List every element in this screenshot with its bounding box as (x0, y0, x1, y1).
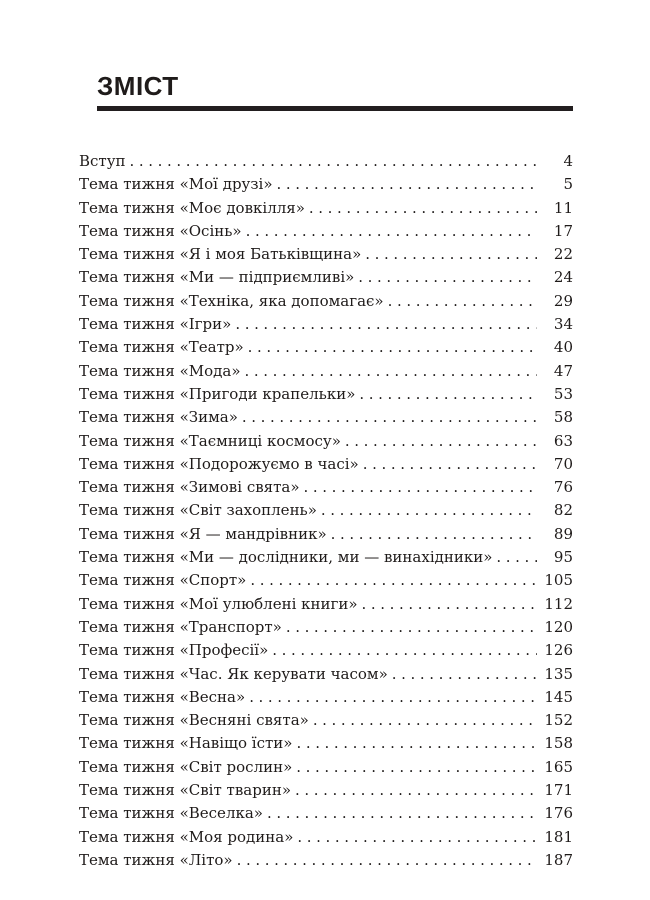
toc-entry-page-number: 171 (544, 781, 573, 800)
dot-leader (304, 476, 537, 499)
toc-entry (79, 686, 573, 709)
toc-entry-label: Тема тижня «Транспорт» (79, 617, 282, 636)
toc-entry-label: Тема тижня «Пригоди крапельки» (79, 384, 356, 403)
toc-entry-page-number: 135 (544, 664, 573, 683)
toc-entry (79, 616, 573, 639)
toc-entry-label: Тема тижня «Театр» (79, 338, 244, 357)
toc-entry-page-number: 187 (544, 850, 573, 869)
toc-entry-label: Тема тижня «Час. Як керувати часом» (79, 664, 388, 683)
toc-entry-page-number: 29 (553, 291, 573, 310)
toc-entry (79, 756, 573, 779)
toc-entry-page-number: 76 (553, 478, 573, 497)
toc-entry-label: Тема тижня «Мода» (79, 361, 241, 380)
toc-entry (79, 313, 573, 336)
toc-entry-label: Тема тижня «Зимові свята» (79, 478, 300, 497)
dot-leader (286, 616, 537, 639)
toc-entry (79, 197, 573, 220)
toc-entry (79, 476, 573, 499)
dot-leader (358, 266, 537, 289)
toc-entry-page-number: 70 (553, 454, 573, 473)
page-title: ЗМІСТ (97, 71, 179, 101)
toc-entry-label: Тема тижня «Весна» (79, 687, 246, 706)
toc-entry (79, 220, 573, 243)
toc-entry-label: Тема тижня «Світ тварин» (79, 781, 292, 800)
dot-leader (130, 150, 537, 173)
dot-leader (309, 197, 537, 220)
toc-entry-label: Тема тижня «Світ захоплень» (79, 501, 317, 520)
dot-leader (345, 430, 537, 453)
toc-entry (79, 826, 573, 849)
toc-entry-page-number: 152 (544, 711, 573, 730)
toc-entry (79, 336, 573, 359)
toc-entry-page-number: 4 (563, 152, 573, 170)
dot-leader (250, 569, 537, 592)
toc-entry (79, 290, 573, 313)
toc-entry-page-number: 112 (544, 594, 573, 613)
dot-leader (272, 639, 537, 662)
toc-entry-page-number: 40 (553, 338, 573, 357)
toc-entry (79, 663, 573, 686)
toc-entry (79, 639, 573, 662)
toc-entry (79, 453, 573, 476)
toc-entry-page-number: 181 (544, 827, 573, 846)
toc-entry-page-number: 89 (553, 524, 573, 543)
toc-entry (79, 523, 573, 546)
toc-entry-page-number: 145 (544, 687, 573, 706)
toc-entry-page-number: 95 (553, 548, 573, 567)
toc-entry-page-number: 165 (544, 757, 573, 776)
toc-entry (79, 569, 573, 592)
dot-leader (296, 732, 537, 755)
dot-leader (242, 406, 537, 429)
toc-entry-label: Вступ (79, 152, 126, 170)
dot-leader (297, 826, 537, 849)
toc-entry-label: Тема тижня «Я і моя Батьківщина» (79, 245, 362, 264)
toc-entry (79, 360, 573, 383)
toc-entry-page-number: 63 (553, 431, 573, 450)
dot-leader (295, 779, 537, 802)
toc-entry-page-number: 82 (553, 501, 573, 520)
toc-entry-label: Тема тижня «Літо» (79, 850, 233, 869)
toc-entry (79, 709, 573, 732)
toc-entry-page-number: 120 (544, 617, 573, 636)
dot-leader (296, 756, 537, 779)
toc-entry-page-number: 126 (544, 641, 573, 660)
toc-entry (79, 150, 573, 173)
toc-entry-label: Тема тижня «Професії» (79, 641, 269, 660)
dot-leader (245, 360, 537, 383)
dot-leader (237, 849, 537, 872)
dot-leader (392, 663, 537, 686)
dot-leader (249, 686, 537, 709)
toc-entry (79, 383, 573, 406)
toc-entry-label: Тема тижня «Подорожуємо в часі» (79, 454, 359, 473)
toc-entry-label: Тема тижня «Мої улюблені книги» (79, 594, 358, 613)
toc-entry (79, 406, 573, 429)
toc-entry (79, 802, 573, 825)
toc-entry-label: Тема тижня «Веселка» (79, 804, 263, 823)
toc-list (79, 150, 573, 872)
toc-entry-label: Тема тижня «Зима» (79, 408, 238, 427)
toc-entry (79, 266, 573, 289)
dot-leader (362, 593, 537, 616)
dot-leader (267, 802, 537, 825)
toc-entry-page-number: 22 (553, 245, 573, 264)
toc-entry-page-number: 53 (553, 384, 573, 403)
dot-leader (363, 453, 537, 476)
toc-entry-label: Тема тижня «Навіщо їсти» (79, 734, 293, 753)
toc-entry (79, 243, 573, 266)
toc-entry-page-number: 158 (544, 734, 573, 753)
dot-leader (313, 709, 537, 732)
dot-leader (359, 383, 537, 406)
dot-leader (388, 290, 537, 313)
toc-entry-label: Тема тижня «Світ рослин» (79, 757, 293, 776)
toc-entry (79, 593, 573, 616)
toc-entry (79, 732, 573, 755)
toc-entry-page-number: 5 (563, 175, 573, 194)
toc-entry-page-number: 58 (553, 408, 573, 427)
dot-leader (246, 220, 537, 243)
toc-entry-label: Тема тижня «Весняні свята» (79, 711, 309, 730)
toc-entry-label: Тема тижня «Техніка, яка допомагає» (79, 291, 384, 310)
toc-entry-label: Тема тижня «Я — мандрівник» (79, 524, 327, 543)
toc-entry-page-number: 47 (553, 361, 573, 380)
toc-entry-page-number: 11 (553, 198, 573, 217)
toc-entry-page-number: 176 (544, 804, 573, 823)
toc-entry-label: Тема тижня «Ми — дослідники, ми — винахідники» (79, 548, 493, 567)
dot-leader (496, 546, 537, 569)
toc-entry (79, 430, 573, 453)
toc-entry-page-number: 105 (544, 571, 573, 590)
dot-leader (248, 336, 537, 359)
dot-leader (365, 243, 537, 266)
toc-entry-label: Тема тижня «Моя родина» (79, 827, 294, 846)
toc-entry-label: Тема тижня «Осінь» (79, 221, 242, 240)
dot-leader (321, 499, 537, 522)
title-underline-rule (97, 106, 573, 111)
toc-entry-label: Тема тижня «Спорт» (79, 571, 247, 590)
toc-entry-label: Тема тижня «Ігри» (79, 315, 232, 334)
toc-entry-page-number: 34 (553, 315, 573, 334)
toc-entry-label: Тема тижня «Таємниці космосу» (79, 431, 341, 450)
toc-entry-label: Тема тижня «Ми — підприємливі» (79, 268, 355, 287)
toc-entry-label: Тема тижня «Моє довкілля» (79, 198, 305, 217)
toc-entry (79, 546, 573, 569)
toc-entry (79, 173, 573, 196)
toc-entry-label: Тема тижня «Мої друзі» (79, 175, 273, 194)
dot-leader (277, 173, 537, 196)
toc-entry-page-number: 17 (553, 221, 573, 240)
toc-entry (79, 499, 573, 522)
dot-leader (331, 523, 537, 546)
dot-leader (235, 313, 537, 336)
toc-entry-page-number: 24 (553, 268, 573, 287)
toc-entry (79, 849, 573, 872)
toc-entry (79, 779, 573, 802)
